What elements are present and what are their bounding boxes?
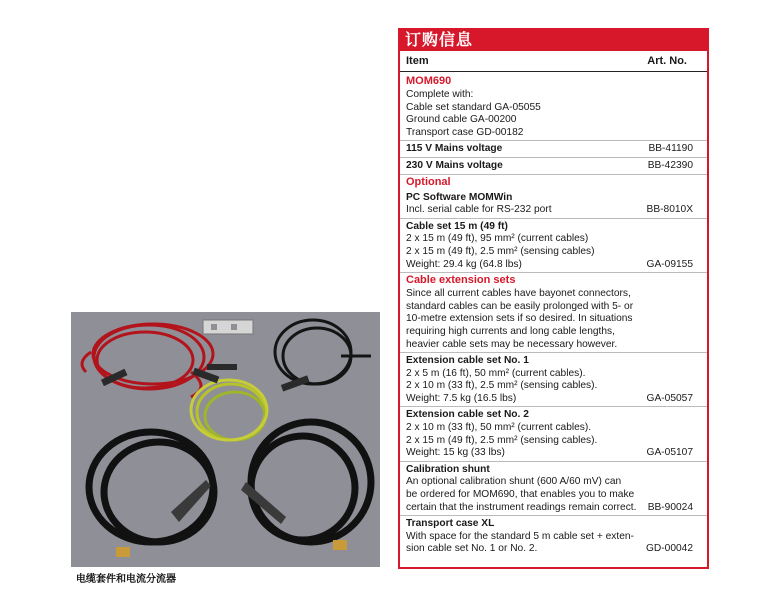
- set1-line: 2 x 5 m (16 ft), 50 mm² (current cables).: [406, 367, 586, 379]
- cable15-name: Cable set 15 m (49 ft): [406, 220, 508, 232]
- product-photo: [71, 312, 380, 567]
- calibration-shunt: [203, 320, 253, 334]
- table-row: [400, 353, 707, 407]
- table-row: [400, 158, 707, 175]
- extension-intro-line: Since all current cables have bayonet connectors,: [406, 288, 631, 300]
- table-row: [400, 219, 707, 273]
- art-no-230v: BB-42390: [647, 159, 693, 171]
- table-row: [400, 407, 707, 461]
- table-header: [400, 51, 707, 72]
- mom690-line: Complete with:: [406, 89, 474, 100]
- mom690-line: Transport case GD-00182: [406, 126, 524, 138]
- shunt-line: be ordered for MOM690, that enables you to make: [406, 489, 635, 501]
- shunt-name: Calibration shunt: [406, 463, 490, 475]
- extension-intro: [400, 288, 707, 353]
- set2-line: Weight: 15 kg (33 lbs): [406, 447, 505, 459]
- row-label-115v: 115 V Mains voltage: [406, 143, 503, 155]
- extension-intro-line: standard cables can be easily prolonged with 5- or: [406, 300, 634, 312]
- mom690-line: Cable set standard GA-05055: [406, 101, 541, 113]
- cable15-line: Weight: 29.4 kg (64.8 lbs): [406, 258, 522, 270]
- case-name: Transport case XL: [406, 518, 495, 530]
- art-no-case: GD-00042: [645, 543, 693, 555]
- mom690-contents: [400, 89, 707, 141]
- case-line: sion cable set No. 1 or No. 2.: [406, 543, 538, 555]
- photo-caption: 电缆套件和电流分流器: [76, 574, 176, 585]
- table-row: [400, 516, 707, 557]
- table-row: [400, 462, 707, 516]
- set1-name: Extension cable set No. 1: [406, 355, 529, 367]
- cable15-line: 2 x 15 m (49 ft), 95 mm² (current cables): [406, 233, 589, 245]
- shunt-line: certain that the instrument readings remain correct.: [406, 501, 637, 513]
- extension-intro-line: 10-metre extension sets if so desired. In situations: [406, 313, 633, 325]
- case-line: With space for the standard 5 m cable set + exten-: [406, 530, 634, 542]
- set2-line: 2 x 15 m (49 ft), 2.5 mm² (sensing cables).: [406, 434, 598, 446]
- shunt-line: An optional calibration shunt (600 A/60 mV) can: [406, 476, 622, 488]
- art-no-shunt: BB-90024: [647, 501, 693, 513]
- art-no-set1: GA-05057: [646, 392, 693, 404]
- optional-title: Optional: [406, 175, 451, 188]
- art-no-115v: BB-41190: [648, 143, 693, 155]
- cable-set-illustration: [71, 312, 380, 567]
- mom690-line: Ground cable GA-00200: [406, 114, 517, 126]
- row-label-230v: 230 V Mains voltage: [406, 159, 503, 171]
- cable15-line: 2 x 15 m (49 ft), 2.5 mm² (sensing cables): [406, 245, 595, 257]
- set2-line: 2 x 10 m (33 ft), 50 mm² (current cables).: [406, 422, 592, 434]
- software-desc: Incl. serial cable for RS-232 port: [406, 204, 552, 216]
- column-item: Item: [406, 55, 429, 67]
- ordering-info-panel: [398, 28, 709, 569]
- panel-title: 订购信息: [400, 30, 707, 51]
- art-no-software: BB-8010X: [646, 204, 693, 216]
- extension-intro-line: requiring high currents and long cable lengths,: [406, 325, 615, 337]
- extension-intro-line: heavier cable sets may be necessary however.: [406, 338, 618, 350]
- table-row: [400, 190, 707, 219]
- art-no-cable15: GA-09155: [646, 258, 693, 270]
- software-name: PC Software MOMWin: [406, 191, 513, 203]
- art-no-set2: GA-05107: [646, 447, 693, 459]
- column-art-no: Art. No.: [647, 55, 687, 67]
- extension-title: Cable extension sets: [406, 274, 516, 287]
- table-row: [400, 141, 707, 158]
- set2-name: Extension cable set No. 2: [406, 409, 529, 421]
- mom690-title: MOM690: [406, 75, 452, 87]
- set1-line: Weight: 7.5 kg (16.5 lbs): [406, 392, 517, 404]
- set1-line: 2 x 10 m (33 ft), 2.5 mm² (sensing cables).: [406, 380, 598, 392]
